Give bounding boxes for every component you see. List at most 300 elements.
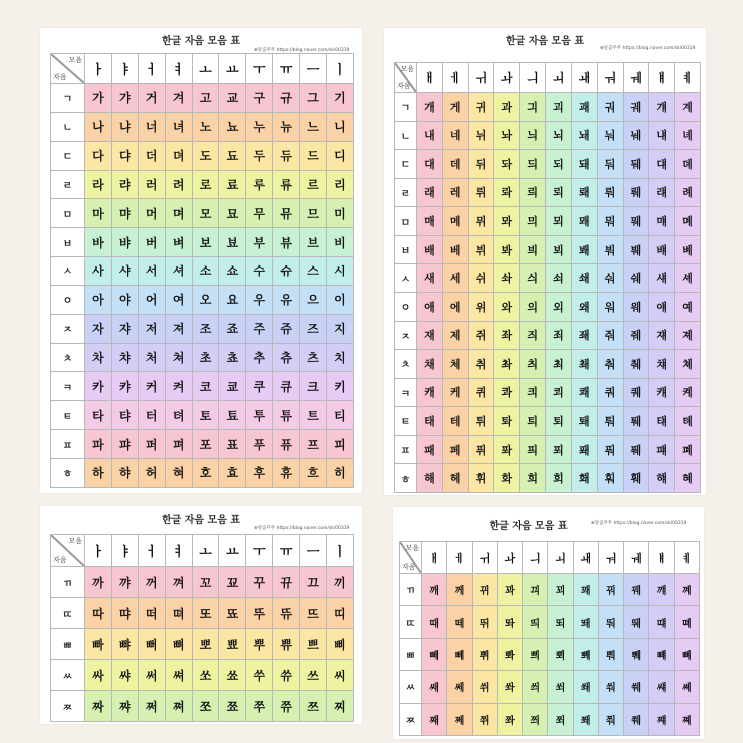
syllable-cell: 롸: [494, 178, 520, 207]
syllable-cell: 회: [546, 464, 572, 493]
syllable-row: [400, 671, 700, 703]
syllable-cell: 쬐: [548, 703, 573, 735]
syllable-cell: 쨔: [111, 691, 138, 722]
syllable-cell: 쪠: [674, 703, 699, 735]
vowel-header: ㅔ: [447, 542, 472, 574]
syllable-cell: 컈: [649, 378, 675, 407]
syllable-cell: 긔: [520, 93, 546, 122]
syllable-cell: 겨: [165, 84, 192, 113]
corner-header: [51, 535, 85, 567]
syllable-cell: 쾨: [546, 378, 572, 407]
vowel-header: ㅒ: [649, 63, 675, 93]
syllable-cell: 뗴: [674, 606, 699, 638]
consonant-label: ㅉ: [51, 691, 85, 722]
corner-vowel-label: 모음: [68, 537, 82, 545]
syllable-cell: 소: [192, 257, 219, 286]
vowel-header-row: [400, 542, 700, 574]
syllable-cell: 꽤: [573, 574, 598, 606]
vowel-header: ㅣ: [327, 535, 354, 567]
syllable-cell: 혜: [675, 464, 701, 493]
syllable-cell: 에: [442, 292, 468, 321]
syllable-cell: 뇨: [219, 112, 246, 141]
syllable-cell: 쥐: [468, 321, 494, 350]
sheet-title: 한글 자음 모음 표: [505, 36, 585, 47]
syllable-cell: 솨: [494, 264, 520, 293]
syllable-row: [51, 372, 354, 401]
syllable-cell: 먀: [111, 199, 138, 228]
syllable-row: [51, 314, 354, 343]
syllable-cell: 햬: [649, 464, 675, 493]
syllable-cell: 라: [85, 170, 112, 199]
syllable-cell: 뎌: [165, 141, 192, 170]
consonant-label: ㄷ: [395, 150, 417, 179]
syllable-cell: 쇄: [571, 264, 597, 293]
vowel-header: ㅛ: [219, 54, 246, 84]
syllable-cell: 쉐: [623, 264, 649, 293]
syllable-cell: 베: [442, 235, 468, 264]
syllable-row: [51, 629, 354, 660]
syllable-cell: 턔: [649, 407, 675, 436]
syllable-row: [51, 257, 354, 286]
syllable-cell: 믜: [520, 207, 546, 236]
syllable-cell: 메: [442, 207, 468, 236]
vowel-header: ㅓ: [138, 54, 165, 84]
syllable-row: [51, 430, 354, 459]
consonant-label: ㅊ: [51, 343, 85, 372]
vowel-header: ㅚ: [548, 542, 573, 574]
syllable-cell: 뵤: [219, 228, 246, 257]
syllable-cell: 드: [300, 141, 327, 170]
consonant-label: ㅆ: [400, 671, 422, 703]
syllable-cell: 짜: [85, 691, 112, 722]
syllable-cell: 뫄: [494, 207, 520, 236]
syllable-cell: 쵀: [571, 350, 597, 379]
syllable-cell: 훠: [597, 464, 623, 493]
syllable-cell: 씨: [327, 660, 354, 691]
syllable-cell: 럐: [649, 178, 675, 207]
syllable-cell: 내: [417, 121, 443, 150]
syllable-cell: 쎼: [674, 671, 699, 703]
syllable-cell: 퐈: [494, 435, 520, 464]
syllable-cell: 개: [417, 93, 443, 122]
syllable-cell: 쏴: [497, 671, 522, 703]
syllable-cell: 례: [675, 178, 701, 207]
vowel-header: ㅠ: [273, 54, 300, 84]
syllable-cell: 묘: [219, 199, 246, 228]
vowel-header: ㅢ: [520, 63, 546, 93]
syllable-cell: 너: [138, 112, 165, 141]
syllable-cell: 뛰: [472, 606, 497, 638]
vowel-header: ㅝ: [597, 63, 623, 93]
consonant-label: ㅁ: [395, 207, 417, 236]
syllable-row: [395, 93, 701, 122]
syllable-cell: 몌: [675, 207, 701, 236]
syllable-cell: 보: [192, 228, 219, 257]
vowel-header: ㅖ: [674, 542, 699, 574]
syllable-cell: 쑈: [219, 660, 246, 691]
vowel-header: ㅙ: [573, 542, 598, 574]
vowel-header: ㅞ: [624, 542, 649, 574]
syllable-cell: 꾀: [548, 574, 573, 606]
syllable-cell: 꼬: [192, 567, 219, 598]
syllable-cell: 머: [138, 199, 165, 228]
syllable-cell: 싀: [520, 264, 546, 293]
syllable-cell: 챠: [111, 343, 138, 372]
syllable-row: [51, 458, 354, 487]
syllable-cell: 뾔: [548, 638, 573, 670]
sheet-double-compound: [393, 507, 704, 739]
syllable-cell: 피: [327, 430, 354, 459]
syllable-cell: 뒤: [468, 150, 494, 179]
syllable-cell: 땨: [111, 598, 138, 629]
corner-header: [400, 542, 422, 574]
syllable-cell: 퉈: [597, 407, 623, 436]
consonant-label: ㅅ: [395, 264, 417, 293]
syllable-row: [51, 84, 354, 113]
syllable-cell: 시: [327, 257, 354, 286]
syllable-cell: 븨: [520, 235, 546, 264]
syllable-cell: 어: [138, 285, 165, 314]
syllable-row: [395, 121, 701, 150]
syllable-cell: 뮈: [468, 207, 494, 236]
syllable-cell: 새: [417, 264, 443, 293]
syllable-cell: 헤: [442, 464, 468, 493]
syllable-cell: 졔: [675, 321, 701, 350]
syllable-cell: 눼: [623, 121, 649, 150]
syllable-cell: 디: [327, 141, 354, 170]
syllable-cell: 쟈: [111, 314, 138, 343]
syllable-cell: 뇌: [546, 121, 572, 150]
syllable-cell: 네: [442, 121, 468, 150]
sheet-source: ⊕달콤무무 https://blog.naver.com/ski00319: [591, 521, 687, 526]
vowel-header: ㅕ: [165, 54, 192, 84]
syllable-cell: 테: [442, 407, 468, 436]
syllable-cell: 놔: [494, 121, 520, 150]
syllable-cell: 위: [468, 292, 494, 321]
syllable-cell: 무: [246, 199, 273, 228]
consonant-label: ㅊ: [395, 350, 417, 379]
syllable-table: [50, 534, 354, 722]
vowel-header: ㅘ: [494, 63, 520, 93]
syllable-cell: 뚸: [598, 606, 623, 638]
consonant-label: ㅂ: [395, 235, 417, 264]
syllable-cell: 지: [327, 314, 354, 343]
syllable-cell: 줘: [597, 321, 623, 350]
syllable-cell: 쨰: [649, 703, 674, 735]
vowel-header: ㅖ: [675, 63, 701, 93]
syllable-cell: 매: [417, 207, 443, 236]
syllable-cell: 트: [300, 401, 327, 430]
syllable-cell: 쀼: [273, 629, 300, 660]
syllable-cell: 치: [327, 343, 354, 372]
syllable-cell: 냬: [649, 121, 675, 150]
consonant-label: ㅇ: [395, 292, 417, 321]
syllable-cell: 쀄: [624, 638, 649, 670]
syllable-cell: 튀: [468, 407, 494, 436]
syllable-cell: 눠: [597, 121, 623, 150]
vowel-header: ㅜ: [246, 54, 273, 84]
vowel-header-row: [51, 535, 354, 567]
syllable-cell: 추: [246, 343, 273, 372]
syllable-cell: 서: [138, 257, 165, 286]
syllable-cell: 츄: [273, 343, 300, 372]
consonant-label: ㅆ: [51, 660, 85, 691]
syllable-cell: 쭈: [246, 691, 273, 722]
consonant-label: ㄹ: [395, 178, 417, 207]
syllable-cell: 흐: [300, 458, 327, 487]
syllable-cell: 툐: [219, 401, 246, 430]
syllable-row: [395, 407, 701, 436]
syllable-cell: 토: [192, 401, 219, 430]
syllable-row: [395, 350, 701, 379]
syllable-cell: 재: [417, 321, 443, 350]
syllable-cell: 하: [85, 458, 112, 487]
syllable-cell: 뉴: [273, 112, 300, 141]
syllable-cell: 미: [327, 199, 354, 228]
syllable-cell: 풔: [597, 435, 623, 464]
vowel-header: ㅡ: [300, 54, 327, 84]
syllable-row: [51, 112, 354, 141]
syllable-cell: 뮤: [273, 199, 300, 228]
syllable-cell: 쒜: [624, 671, 649, 703]
syllable-cell: 퐤: [571, 435, 597, 464]
syllable-cell: 포: [192, 430, 219, 459]
syllable-cell: 꾜: [219, 567, 246, 598]
syllable-cell: 꿔: [598, 574, 623, 606]
syllable-cell: 쒸: [472, 671, 497, 703]
corner-header: [51, 54, 85, 84]
syllable-cell: 섀: [649, 264, 675, 293]
syllable-cell: 므: [300, 199, 327, 228]
syllable-cell: 화: [494, 464, 520, 493]
syllable-cell: 둬: [597, 150, 623, 179]
syllable-cell: 처: [138, 343, 165, 372]
syllable-cell: 희: [520, 464, 546, 493]
syllable-cell: 홰: [571, 464, 597, 493]
syllable-cell: 뱨: [649, 235, 675, 264]
vowel-header-row: [395, 63, 701, 93]
consonant-label: ㅈ: [395, 321, 417, 350]
syllable-cell: 촤: [494, 350, 520, 379]
syllable-cell: 끄: [300, 567, 327, 598]
syllable-cell: 께: [447, 574, 472, 606]
corner-consonant-label: 자음: [53, 73, 67, 81]
syllable-row: [51, 401, 354, 430]
consonant-label: ㅃ: [400, 638, 422, 670]
syllable-cell: 쵸: [219, 343, 246, 372]
syllable-cell: 혀: [165, 458, 192, 487]
syllable-cell: 셔: [165, 257, 192, 286]
consonant-label: ㄴ: [395, 121, 417, 150]
syllable-cell: 쫘: [497, 703, 522, 735]
consonant-label: ㅍ: [395, 435, 417, 464]
syllable-cell: 타: [85, 401, 112, 430]
vowel-header: ㅒ: [649, 542, 674, 574]
syllable-cell: 뚀: [219, 598, 246, 629]
syllable-cell: 쿼: [597, 378, 623, 407]
syllable-cell: 퀘: [623, 378, 649, 407]
syllable-cell: 뼤: [674, 638, 699, 670]
consonant-label: ㅂ: [51, 228, 85, 257]
syllable-cell: 카: [85, 372, 112, 401]
syllable-cell: 냐: [111, 112, 138, 141]
syllable-cell: 랴: [111, 170, 138, 199]
vowel-header: ㅕ: [165, 535, 192, 567]
syllable-cell: 려: [165, 170, 192, 199]
syllable-cell: 녜: [675, 121, 701, 150]
syllable-cell: 우: [246, 285, 273, 314]
syllable-cell: 쳐: [165, 343, 192, 372]
syllable-cell: 도: [192, 141, 219, 170]
syllable-cell: 러: [138, 170, 165, 199]
syllable-cell: 고: [192, 84, 219, 113]
syllable-cell: 씌: [523, 671, 548, 703]
vowel-header: ㅐ: [422, 542, 447, 574]
syllable-cell: 갸: [111, 84, 138, 113]
syllable-cell: 쎄: [447, 671, 472, 703]
syllable-cell: 쯰: [523, 703, 548, 735]
syllable-cell: 걔: [649, 93, 675, 122]
syllable-row: [395, 207, 701, 236]
syllable-cell: 배: [417, 235, 443, 264]
vowel-header: ㅚ: [546, 63, 572, 93]
syllable-cell: 뙈: [573, 606, 598, 638]
syllable-cell: 퇘: [571, 407, 597, 436]
syllable-cell: 루: [246, 170, 273, 199]
syllable-cell: 나: [85, 112, 112, 141]
syllable-cell: 폐: [675, 435, 701, 464]
syllable-cell: 조: [192, 314, 219, 343]
syllable-cell: 훼: [623, 464, 649, 493]
syllable-cell: 이: [327, 285, 354, 314]
syllable-cell: 튜: [273, 401, 300, 430]
syllable-cell: 키: [327, 372, 354, 401]
syllable-cell: 캐: [417, 378, 443, 407]
syllable-row: [395, 378, 701, 407]
syllable-cell: 류: [273, 170, 300, 199]
syllable-cell: 놰: [571, 121, 597, 150]
syllable-cell: 쐬: [548, 671, 573, 703]
syllable-cell: 찌: [327, 691, 354, 722]
syllable-cell: 쿄: [219, 372, 246, 401]
consonant-label: ㅃ: [51, 629, 85, 660]
syllable-cell: 최: [546, 350, 572, 379]
syllable-cell: 뿌: [246, 629, 273, 660]
syllable-row: [51, 691, 354, 722]
syllable-cell: 애: [417, 292, 443, 321]
syllable-cell: 큐: [273, 372, 300, 401]
consonant-label: ㅅ: [51, 257, 85, 286]
syllable-cell: 예: [675, 292, 701, 321]
syllable-cell: 뫠: [571, 207, 597, 236]
syllable-cell: 뜨: [300, 598, 327, 629]
syllable-cell: 거: [138, 84, 165, 113]
syllable-cell: 해: [417, 464, 443, 493]
syllable-cell: 뗘: [165, 598, 192, 629]
consonant-label: ㅋ: [51, 372, 85, 401]
syllable-cell: 됴: [219, 141, 246, 170]
syllable-cell: 삐: [327, 629, 354, 660]
syllable-cell: 유: [273, 285, 300, 314]
syllable-cell: 봬: [571, 235, 597, 264]
syllable-cell: 뙤: [548, 606, 573, 638]
syllable-cell: 뺘: [111, 629, 138, 660]
syllable-cell: 싸: [85, 660, 112, 691]
syllable-cell: 게: [442, 93, 468, 122]
syllable-cell: 뷔: [468, 235, 494, 264]
sheet-title: 한글 자음 모음 표: [489, 521, 568, 532]
syllable-row: [400, 703, 700, 735]
syllable-row: [51, 285, 354, 314]
syllable-cell: 쎠: [165, 660, 192, 691]
consonant-label: ㅎ: [395, 464, 417, 493]
syllable-cell: 모: [192, 199, 219, 228]
consonant-label: ㄲ: [400, 574, 422, 606]
syllable-cell: 프: [300, 430, 327, 459]
syllable-cell: 또: [192, 598, 219, 629]
vowel-header: ㅏ: [85, 535, 112, 567]
syllable-cell: 껴: [165, 567, 192, 598]
syllable-cell: 뎨: [675, 150, 701, 179]
corner-vowel-label: 모음: [405, 544, 419, 552]
vowel-header: ㅝ: [598, 542, 623, 574]
syllable-cell: 티: [327, 401, 354, 430]
syllable-cell: 캬: [111, 372, 138, 401]
syllable-cell: 커: [138, 372, 165, 401]
syllable-cell: 썌: [649, 671, 674, 703]
syllable-cell: 뻬: [447, 638, 472, 670]
syllable-cell: 끼: [327, 567, 354, 598]
syllable-cell: 녀: [165, 112, 192, 141]
vowel-header: ㅏ: [85, 54, 112, 84]
syllable-cell: 뉘: [468, 121, 494, 150]
syllable-table: [50, 53, 354, 488]
consonant-label: ㅉ: [400, 703, 422, 735]
syllable-cell: 버: [138, 228, 165, 257]
syllable-cell: 더: [138, 141, 165, 170]
syllable-cell: 좨: [571, 321, 597, 350]
syllable-cell: 야: [111, 285, 138, 314]
syllable-cell: 며: [165, 199, 192, 228]
sheet-title: 한글 자음 모음 표: [161, 515, 241, 526]
syllable-cell: 부: [246, 228, 273, 257]
syllable-cell: 슈: [273, 257, 300, 286]
corner-consonant-label: 자음: [53, 556, 67, 564]
syllable-cell: 쫴: [573, 703, 598, 735]
syllable-cell: 춰: [597, 350, 623, 379]
syllable-cell: 뀨: [273, 567, 300, 598]
consonant-label: ㄷ: [51, 141, 85, 170]
syllable-cell: 퓌: [468, 435, 494, 464]
syllable-cell: 패: [417, 435, 443, 464]
syllable-cell: 떄: [649, 606, 674, 638]
syllable-cell: 풰: [623, 435, 649, 464]
syllable-cell: 먜: [649, 207, 675, 236]
syllable-cell: 뢰: [546, 178, 572, 207]
syllable-cell: 요: [219, 285, 246, 314]
syllable-cell: 구: [246, 84, 273, 113]
corner-vowel-label: 모음: [68, 56, 82, 64]
syllable-row: [51, 598, 354, 629]
syllable-cell: 퓨: [273, 430, 300, 459]
vowel-header: ㅗ: [192, 54, 219, 84]
syllable-row: [400, 638, 700, 670]
syllable-cell: 파: [85, 430, 112, 459]
syllable-cell: 좌: [494, 321, 520, 350]
vowel-header: ㅘ: [497, 542, 522, 574]
syllable-cell: 띠: [327, 598, 354, 629]
syllable-row: [395, 464, 701, 493]
